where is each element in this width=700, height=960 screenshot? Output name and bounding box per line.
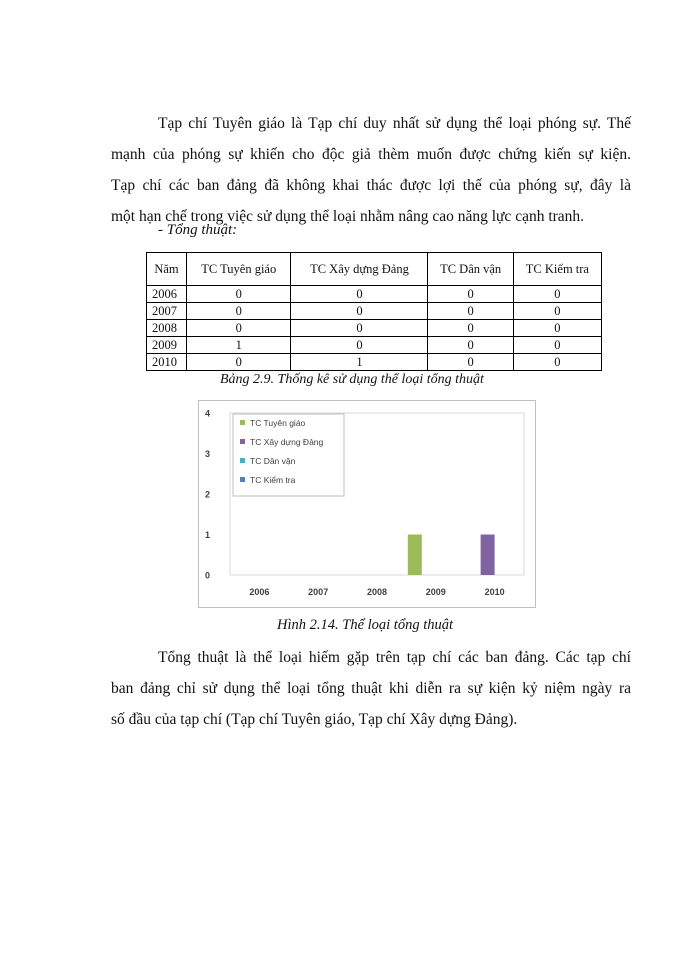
legend-swatch xyxy=(240,458,245,463)
table-cell: 2009 xyxy=(147,337,187,354)
table-cell: 0 xyxy=(187,286,291,303)
header-xay-dung-dang: TC Xây dựng Đảng xyxy=(291,253,428,286)
statistics-table xyxy=(146,252,602,371)
table-cell: 0 xyxy=(187,320,291,337)
table-cell: 0 xyxy=(428,337,513,354)
table-cell: 0 xyxy=(428,286,513,303)
table-cell: 0 xyxy=(291,286,428,303)
paragraph-line: ban đảng chỉ sử dụng thể loại tổng thuật khi diễn ra sự kiện kỷ niệm ngày ra xyxy=(111,680,631,697)
table-cell: 0 xyxy=(428,320,513,337)
bar xyxy=(408,535,422,576)
table-row xyxy=(147,337,602,354)
table-header-row xyxy=(147,253,602,286)
y-tick-label: 1 xyxy=(204,530,210,540)
paragraph-1 xyxy=(111,108,631,232)
paragraph-line: mạnh của phóng sự khiến cho độc giả thèm muốn được chứng kiến sự kiện. xyxy=(111,146,631,163)
table-cell: 2010 xyxy=(147,354,187,371)
chart-legend xyxy=(233,414,344,496)
table-cell: 0 xyxy=(513,354,601,371)
table-cell: 0 xyxy=(513,320,601,337)
table-row xyxy=(147,303,602,320)
y-tick-label: 4 xyxy=(204,408,210,419)
table-cell: 0 xyxy=(513,337,601,354)
table-cell: 2006 xyxy=(147,286,187,303)
table-caption: Bảng 2.9. Thống kê sử dụng thể loại tổng thuật xyxy=(220,372,484,387)
table-cell: 0 xyxy=(428,303,513,320)
header-year: Năm xyxy=(147,253,187,286)
table-cell: 0 xyxy=(291,303,428,320)
table-cell: 0 xyxy=(187,303,291,320)
bar-chart xyxy=(198,400,536,608)
figure-caption: Hình 2.14. Thể loại tổng thuật xyxy=(277,617,454,633)
table-cell: 1 xyxy=(187,337,291,354)
x-tick-label: 2007 xyxy=(308,587,329,597)
x-tick-label: 2009 xyxy=(425,587,446,597)
legend-label: TC Kiểm tra xyxy=(250,475,296,485)
legend-swatch xyxy=(240,439,245,444)
section-bullet: - Tổng thuật: xyxy=(158,222,238,238)
table-cell: 2007 xyxy=(147,303,187,320)
table-row xyxy=(147,320,602,337)
legend-swatch xyxy=(240,420,245,425)
header-dan-van: TC Dân vận xyxy=(428,253,513,286)
table-cell: 1 xyxy=(291,354,428,371)
header-tuyen-giao: TC Tuyên giáo xyxy=(187,253,291,286)
x-tick-label: 2008 xyxy=(366,587,388,597)
paragraph-line: Tạp chí Tuyên giáo là Tạp chí duy nhất sử dụng thể loại phóng sự. Thế xyxy=(158,115,631,132)
legend-label: TC Dân vận xyxy=(250,456,296,466)
paragraph-2 xyxy=(111,642,631,735)
table-cell: 0 xyxy=(428,354,513,371)
x-tick-label: 2006 xyxy=(249,587,270,597)
y-tick-label: 2 xyxy=(204,489,210,500)
table-cell: 0 xyxy=(291,320,428,337)
paragraph-line: Tổng thuật là thể loại hiếm gặp trên tạp chí các ban đảng. Các tạp chí xyxy=(158,649,631,666)
paragraph-line: Tạp chí các ban đảng đã không khai thác được lợi thế của phóng sự, đây là xyxy=(111,177,631,194)
table-row xyxy=(147,286,602,303)
paragraph-line: số đầu của tạp chí (Tạp chí Tuyên giáo, Tạp chí Xây dựng Đảng). xyxy=(111,711,518,728)
table-cell: 0 xyxy=(513,303,601,320)
table-row xyxy=(147,354,602,371)
header-kiem-tra: TC Kiểm tra xyxy=(513,253,601,286)
paragraph-line: một hạn chế trong việc sử dụng thể loại nhằm nâng cao năng lực cạnh tranh. xyxy=(111,208,585,225)
legend-label: TC Xây dựng Đảng xyxy=(250,437,324,447)
table-cell: 0 xyxy=(187,354,291,371)
table-cell: 0 xyxy=(513,286,601,303)
x-tick-label: 2010 xyxy=(484,587,505,597)
legend-label: TC Tuyên giáo xyxy=(250,418,306,428)
table-cell: 0 xyxy=(291,337,428,354)
y-tick-label: 0 xyxy=(204,570,210,581)
bar xyxy=(481,535,495,576)
legend-swatch xyxy=(240,477,245,482)
y-tick-label: 3 xyxy=(204,449,210,459)
table-cell: 2008 xyxy=(147,320,187,337)
